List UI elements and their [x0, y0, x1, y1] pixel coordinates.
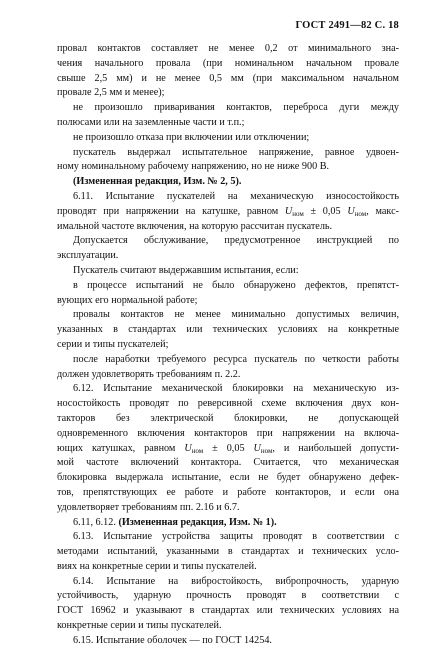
- text-line: [57, 323, 399, 338]
- text-run: полюсами или на заземленные части и т.п.;: [57, 116, 245, 128]
- text-run: , и наибольшей допусти-: [272, 442, 399, 454]
- text-run: виях на конкретные серии и типы пускателей.: [57, 560, 257, 572]
- text-run: одновременного включения контакторов при напряжении на включа-: [57, 427, 399, 439]
- text-run: вующих его нормальной работе;: [57, 294, 198, 306]
- text-line: [57, 42, 399, 57]
- text-line: [57, 545, 399, 560]
- text-line: [57, 294, 399, 309]
- text-run: такторов без электрической блокировки, не допускающей: [57, 412, 399, 424]
- text-run: эксплуатации.: [57, 250, 119, 262]
- text-line: [57, 338, 399, 353]
- text-run: конкретные серии и типы пускателей.: [57, 620, 222, 632]
- text-run: ном: [292, 209, 304, 218]
- text-run: свыше 2,5 мм) и не менее 0,5 мм (при максимальном начальном: [57, 72, 399, 84]
- text-line: [57, 530, 399, 545]
- text-line: [57, 501, 399, 516]
- text-run: ному номинальному рабочему напряжению, но не ниже 900 В.: [57, 161, 330, 173]
- text-line: [57, 382, 399, 397]
- text-run: проводят при напряжении на катушке, равном: [57, 205, 285, 217]
- text-line: [57, 279, 399, 294]
- text-run: не произошло приваривания контактов, переброса дуги между: [73, 102, 399, 114]
- text-line: [57, 486, 399, 501]
- text-run: имальной частоте включения, на которую рассчитан пускатель.: [57, 220, 333, 232]
- text-line: [57, 589, 399, 604]
- text-run: пускатель выдержал испытательное напряжение, равное удвоен-: [73, 146, 399, 158]
- text-line: [57, 368, 399, 383]
- text-line: [57, 308, 399, 323]
- text-line: [57, 86, 399, 101]
- text-run: Допускается обслуживание, предусмотренное инструкцией по: [73, 235, 399, 247]
- text-run: 6.14. Испытание на вибростойкость, вибропрочность, ударную: [73, 575, 399, 587]
- text-run: U: [253, 442, 261, 454]
- text-run: ном: [260, 446, 273, 455]
- text-line: [57, 131, 399, 146]
- text-run: , макс-: [366, 205, 399, 217]
- text-run: ГОСТ 16962 и указывают в стандартах или технических условиях на: [57, 605, 399, 617]
- text-line: [57, 234, 399, 249]
- text-run: 6.12. Испытание механической блокировки на механическую из-: [73, 383, 399, 395]
- text-run: (Измененная редакция, Изм. № 2, 5).: [73, 176, 242, 188]
- text-line: [57, 72, 399, 87]
- text-run: ± 0,05: [303, 205, 348, 217]
- text-line: [57, 220, 399, 235]
- text-run: методами испытаний, указанными в стандартах и технических усло-: [57, 546, 399, 558]
- text-run: после наработки требуемого ресурса пускатель по четкости работы: [73, 353, 399, 365]
- text-line: [57, 619, 399, 634]
- text-run: в процессе испытаний не было обнаружено дефектов, препятст-: [73, 279, 399, 291]
- text-run: указанных в стандартах или технических условиях на конкретные: [57, 324, 399, 336]
- text-run: 6.11, 6.12.: [73, 516, 119, 528]
- text-line: [57, 175, 399, 190]
- text-run: провал контактов составляет не менее 0,2 от минимального зна-: [57, 43, 399, 54]
- text-line: [57, 634, 399, 649]
- text-run: должен удовлетворять требованиям п. 2.2.: [57, 368, 241, 380]
- text-run: Пускатель считают выдержавшим испытания, если:: [73, 264, 299, 276]
- text-line: [57, 205, 399, 220]
- text-run: чения начального провала (при номинальном начальном провале: [57, 57, 399, 69]
- text-run: ном: [354, 209, 367, 218]
- text-line: [57, 264, 399, 279]
- text-line: [57, 397, 399, 412]
- text-line: [57, 516, 399, 531]
- text-run: (Измененная редакция, Изм. № 1).: [118, 516, 277, 528]
- text-line: [57, 412, 399, 427]
- text-line: [57, 442, 399, 457]
- text-run: провалы контактов не менее минимально допустимых величин,: [73, 309, 399, 321]
- text-run: ± 0,05: [203, 442, 254, 454]
- text-line: [57, 57, 399, 72]
- text-line: [57, 471, 399, 486]
- text-line: [57, 456, 399, 471]
- text-run: провале 2,5 мм и менее);: [57, 87, 165, 99]
- text-line: [57, 160, 399, 175]
- text-run: блокировка выдержала испытание, если не будет обнаружено дефек-: [57, 472, 399, 484]
- text-run: устойчивость, ударную прочность проводят в соответствии с: [57, 590, 399, 602]
- text-line: [57, 116, 399, 131]
- text-line: [57, 101, 399, 116]
- text-line: [57, 249, 399, 264]
- text-run: 6.13. Испытание устройства защиты проводят в соответствии с: [73, 531, 399, 543]
- text-run: U: [284, 205, 293, 217]
- text-line: [57, 353, 399, 368]
- text-line: [57, 560, 399, 575]
- text-run: 6.11. Испытание пускателей на механическую износостойкость: [73, 190, 399, 202]
- text-run: 6.15. Испытание оболочек — по ГОСТ 14254.: [73, 634, 272, 646]
- page-header: ГОСТ 2491—82 С. 18: [295, 20, 399, 31]
- text-run: мой частоте включений контактора. Считается, что механическая: [57, 457, 399, 469]
- text-line: [57, 190, 399, 205]
- text-line: [57, 427, 399, 442]
- text-run: U: [347, 205, 355, 217]
- text-line: [57, 146, 399, 161]
- text-line: [57, 575, 399, 590]
- text-run: U: [184, 442, 192, 454]
- text-run: ном: [191, 446, 204, 455]
- text-run: не произошло отказа при включении или отключении;: [73, 131, 310, 143]
- text-run: носостойкость проводят по реверсивной схеме включения двух кон-: [57, 398, 399, 410]
- text-run: ющих катушках, равном: [57, 442, 185, 454]
- body-text: [57, 42, 399, 649]
- text-run: серии и типы пускателей;: [57, 338, 169, 350]
- text-line: [57, 604, 399, 619]
- text-run: удовлетворяет требованиям пп. 2.16 и 6.7.: [57, 501, 240, 513]
- text-run: тов, препятствующих ее работе и работе контакторов, и если она: [57, 486, 399, 498]
